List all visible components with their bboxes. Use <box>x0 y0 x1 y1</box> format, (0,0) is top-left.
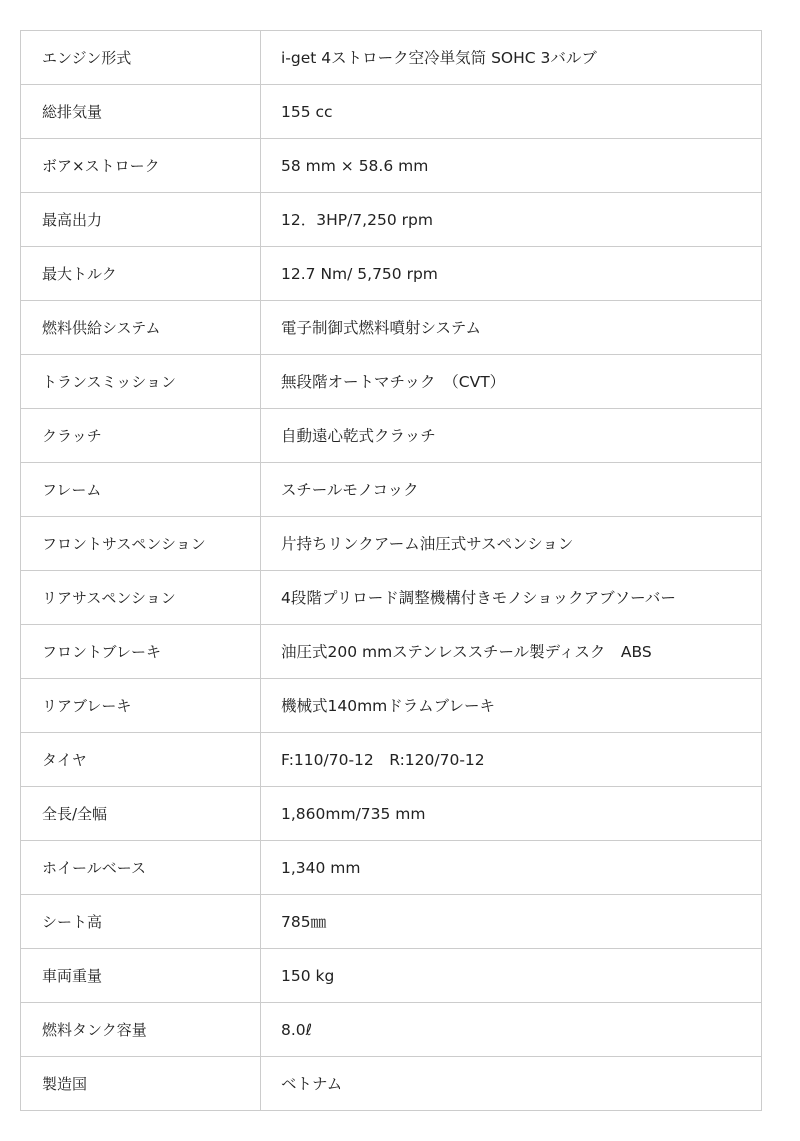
spec-label: 製造国 <box>21 1057 261 1111</box>
spec-value: 無段階オートマチック （CVT） <box>261 355 762 409</box>
spec-value: ベトナム <box>261 1057 762 1111</box>
spec-value: 58 mm × 58.6 mm <box>261 139 762 193</box>
table-row <box>21 31 762 85</box>
spec-label: 燃料タンク容量 <box>21 1003 261 1057</box>
table-row <box>21 301 762 355</box>
table-row <box>21 193 762 247</box>
spec-label: リアサスペンション <box>21 571 261 625</box>
table-row <box>21 679 762 733</box>
table-row <box>21 247 762 301</box>
table-row <box>21 139 762 193</box>
spec-value: 油圧式200 mmステンレススチール製ディスク ABS <box>261 625 762 679</box>
table-row <box>21 571 762 625</box>
spec-label: エンジン形式 <box>21 31 261 85</box>
spec-value: 機械式140mmドラムブレーキ <box>261 679 762 733</box>
spec-label: クラッチ <box>21 409 261 463</box>
table-row <box>21 1003 762 1057</box>
spec-table-body <box>21 31 762 1111</box>
spec-value: 785㎜ <box>261 895 762 949</box>
spec-value: 150 kg <box>261 949 762 1003</box>
spec-label: ボア×ストローク <box>21 139 261 193</box>
spec-label: フレーム <box>21 463 261 517</box>
table-row <box>21 517 762 571</box>
table-row <box>21 1057 762 1111</box>
table-row <box>21 895 762 949</box>
spec-value: 片持ちリンクアーム油圧式サスペンション <box>261 517 762 571</box>
spec-label: ホイールベース <box>21 841 261 895</box>
spec-value: 電子制御式燃料噴射システム <box>261 301 762 355</box>
spec-value: 1,860mm/735 mm <box>261 787 762 841</box>
table-row <box>21 949 762 1003</box>
spec-label: 車両重量 <box>21 949 261 1003</box>
spec-value: 4段階プリロード調整機構付きモノショックアブソーバー <box>261 571 762 625</box>
spec-value: 12.7 Nm/ 5,750 rpm <box>261 247 762 301</box>
spec-value: 8.0ℓ <box>261 1003 762 1057</box>
spec-value: 12．3HP/7,250 rpm <box>261 193 762 247</box>
spec-label: 最大トルク <box>21 247 261 301</box>
spec-value: i-get 4ストローク空冷単気筒 SOHC 3バルブ <box>261 31 762 85</box>
spec-label: タイヤ <box>21 733 261 787</box>
table-row <box>21 625 762 679</box>
spec-label: 燃料供給システム <box>21 301 261 355</box>
spec-label: 総排気量 <box>21 85 261 139</box>
spec-label: フロントサスペンション <box>21 517 261 571</box>
spec-label: 全長/全幅 <box>21 787 261 841</box>
spec-label: フロントブレーキ <box>21 625 261 679</box>
spec-table <box>20 30 762 1111</box>
table-row <box>21 733 762 787</box>
table-row <box>21 841 762 895</box>
spec-value: 自動遠心乾式クラッチ <box>261 409 762 463</box>
spec-value: F:110/70-12 R:120/70-12 <box>261 733 762 787</box>
spec-value: 155 cc <box>261 85 762 139</box>
spec-label: トランスミッション <box>21 355 261 409</box>
spec-label: リアブレーキ <box>21 679 261 733</box>
spec-label: 最高出力 <box>21 193 261 247</box>
spec-value: 1,340 mm <box>261 841 762 895</box>
table-row <box>21 409 762 463</box>
table-row <box>21 463 762 517</box>
spec-value: スチールモノコック <box>261 463 762 517</box>
table-row <box>21 85 762 139</box>
table-row <box>21 787 762 841</box>
spec-label: シート高 <box>21 895 261 949</box>
table-row <box>21 355 762 409</box>
